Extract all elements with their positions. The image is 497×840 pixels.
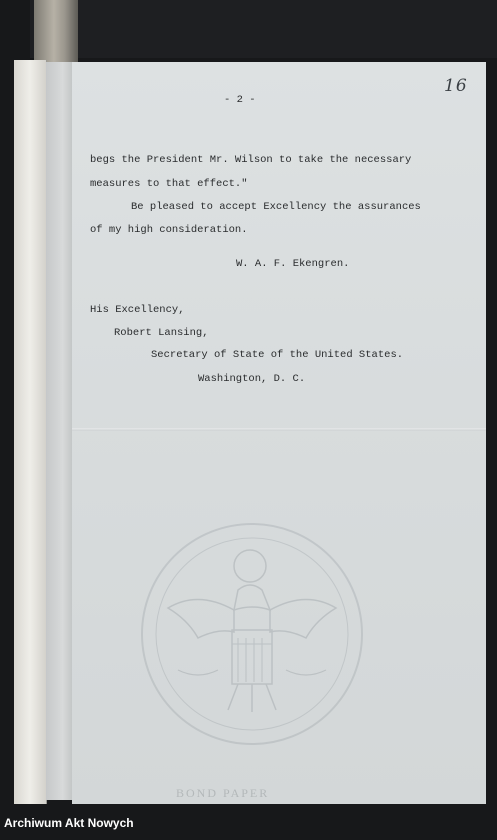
body-line-1: begs the President Mr. Wilson to take the necessary: [90, 154, 412, 166]
scanner-top-shadow: [30, 0, 497, 58]
folio-number: 16: [444, 76, 468, 96]
body-line-3: Be pleased to accept Excellency the assurances: [131, 201, 421, 213]
paper-watermark-text: BOND PAPER: [176, 786, 270, 800]
binding-gutter: [46, 62, 74, 800]
signature: W. A. F. Ekengren.: [236, 258, 350, 270]
archive-label: Archiwum Akt Nowych: [4, 816, 134, 830]
binding-spine: [34, 0, 78, 62]
page-fold-line: [72, 428, 486, 431]
address-line-4: Washington, D. C.: [198, 373, 306, 385]
address-line-3: Secretary of State of the United States.: [151, 349, 404, 361]
body-line-4: of my high consideration.: [90, 224, 248, 236]
great-seal-watermark-icon: [138, 520, 366, 748]
binding-edge: [14, 60, 47, 804]
body-line-2: measures to that effect.": [90, 178, 248, 190]
address-line-1: His Excellency,: [90, 304, 185, 316]
page-number: - 2 -: [224, 94, 256, 106]
address-line-2: Robert Lansing,: [114, 327, 209, 339]
